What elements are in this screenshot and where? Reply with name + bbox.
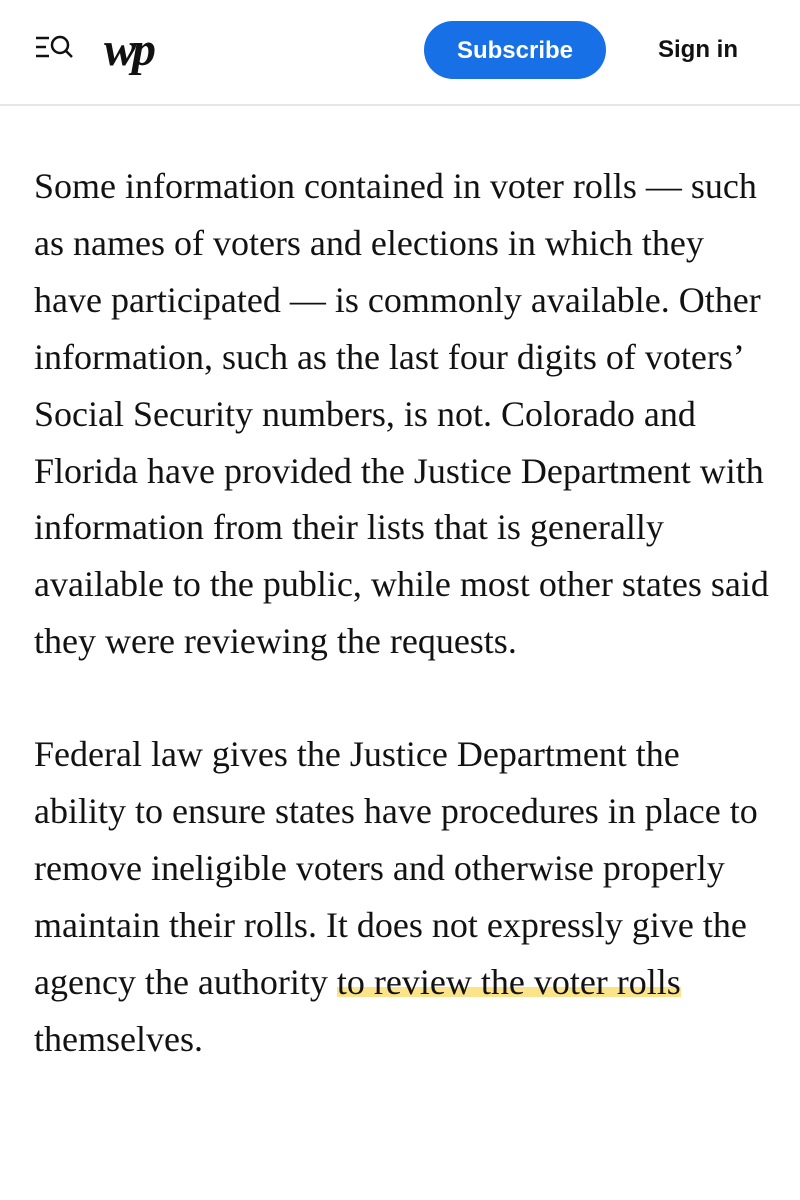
article-body bbox=[34, 158, 774, 1068]
highlighted-link[interactable]: to review the voter rolls bbox=[336, 961, 681, 1002]
sign-in-button[interactable]: Sign in bbox=[658, 36, 738, 63]
site-header bbox=[0, 0, 800, 106]
paragraph-2-text-after: themselves. bbox=[34, 1018, 203, 1059]
article-paragraph-1: Some information contained in voter rolls — such as names of voters and elections in which they have participated — is commonly available. Other information, such as the last four digits of voters’ Social Security numbers, is not. Colorado and Florida have provided the Justice Department with information from their lists that is generally available to the public, while most other states said they were reviewing the requests. bbox=[34, 166, 769, 662]
menu-search-icon[interactable] bbox=[34, 32, 74, 66]
washington-post-logo[interactable]: wp bbox=[104, 23, 153, 76]
subscribe-button[interactable]: Subscribe bbox=[424, 21, 606, 79]
menu-search-icon-graphic bbox=[34, 32, 74, 66]
paragraph-2-text-before: Federal law gives the Justice Department the ability to ensure states have procedures in place to remove ineligible voters and otherwise properly maintain their rolls. It does not expressly give the agency the authority bbox=[34, 734, 758, 1002]
article-paragraph-2 bbox=[34, 726, 774, 1067]
